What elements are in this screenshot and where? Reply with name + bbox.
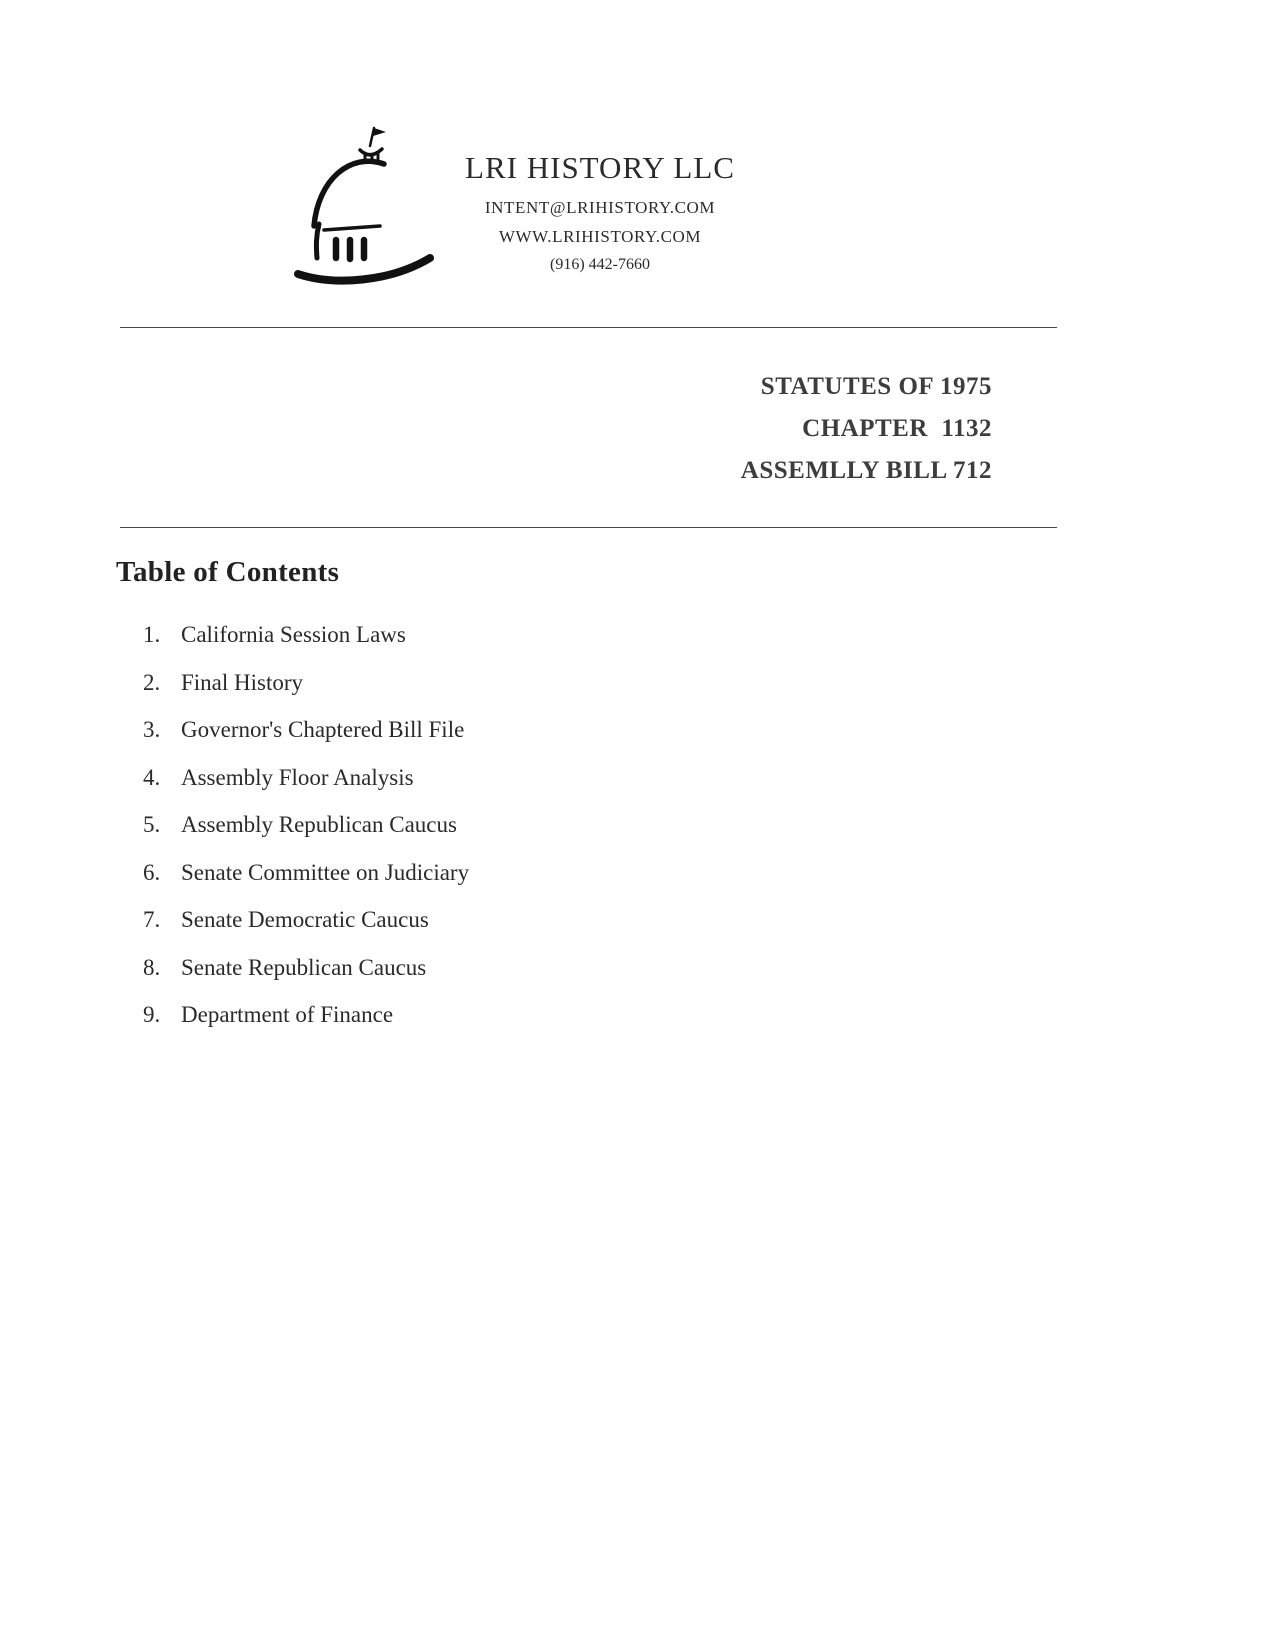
toc-item-label: Department of Finance	[181, 1002, 394, 1027]
toc-item	[143, 765, 469, 813]
statute-title-block	[741, 366, 992, 492]
chapter-line: CHAPTER 1132	[802, 415, 992, 442]
toc-item-label: California Session Laws	[181, 622, 406, 647]
toc-item-label: Assembly Floor Analysis	[181, 764, 414, 790]
toc-item-number: 4.	[143, 764, 161, 790]
toc-item-label: Final History	[181, 669, 304, 695]
toc-item-number: 5.	[143, 812, 161, 837]
toc-item-label: Governor's Chaptered Bill File	[181, 717, 465, 742]
company-email: INTENT@LRIHISTORY.COM	[484, 198, 716, 217]
divider-top	[120, 327, 1057, 328]
toc-item-label: Assembly Republican Caucus	[181, 812, 457, 837]
toc-item-label: Senate Committee on Judiciary	[181, 859, 470, 885]
toc-item-number: 1.	[143, 622, 161, 647]
toc-item	[143, 1002, 469, 1050]
letterhead	[0, 150, 1200, 274]
statutes-line: STATUTES OF 1975	[760, 373, 992, 400]
toc-item-number: 8.	[143, 954, 161, 980]
toc-item-number: 2.	[143, 669, 161, 695]
toc-heading: Table of Contents	[116, 556, 340, 588]
company-name: LRI HISTORY LLC	[465, 150, 735, 185]
toc-item	[143, 670, 469, 718]
toc-item	[143, 955, 469, 1003]
toc-item	[143, 717, 469, 765]
toc-item	[143, 907, 469, 955]
assembly-bill-line: ASSEMLLY BILL 712	[740, 457, 992, 484]
toc-item-number: 7.	[143, 907, 161, 932]
toc-item-label: Senate Democratic Caucus	[181, 907, 429, 932]
toc-list	[143, 622, 469, 1050]
toc-item	[143, 622, 469, 670]
company-phone: (916) 442-7660	[550, 256, 650, 273]
toc-item-number: 6.	[143, 859, 161, 885]
toc-item-number: 3.	[143, 717, 161, 742]
toc-item	[143, 860, 469, 908]
toc-item-number: 9.	[143, 1002, 161, 1027]
toc-item	[143, 812, 469, 860]
company-website: WWW.LRIHISTORY.COM	[498, 227, 702, 246]
toc-item-label: Senate Republican Caucus	[181, 954, 427, 980]
divider-bottom	[120, 527, 1057, 528]
